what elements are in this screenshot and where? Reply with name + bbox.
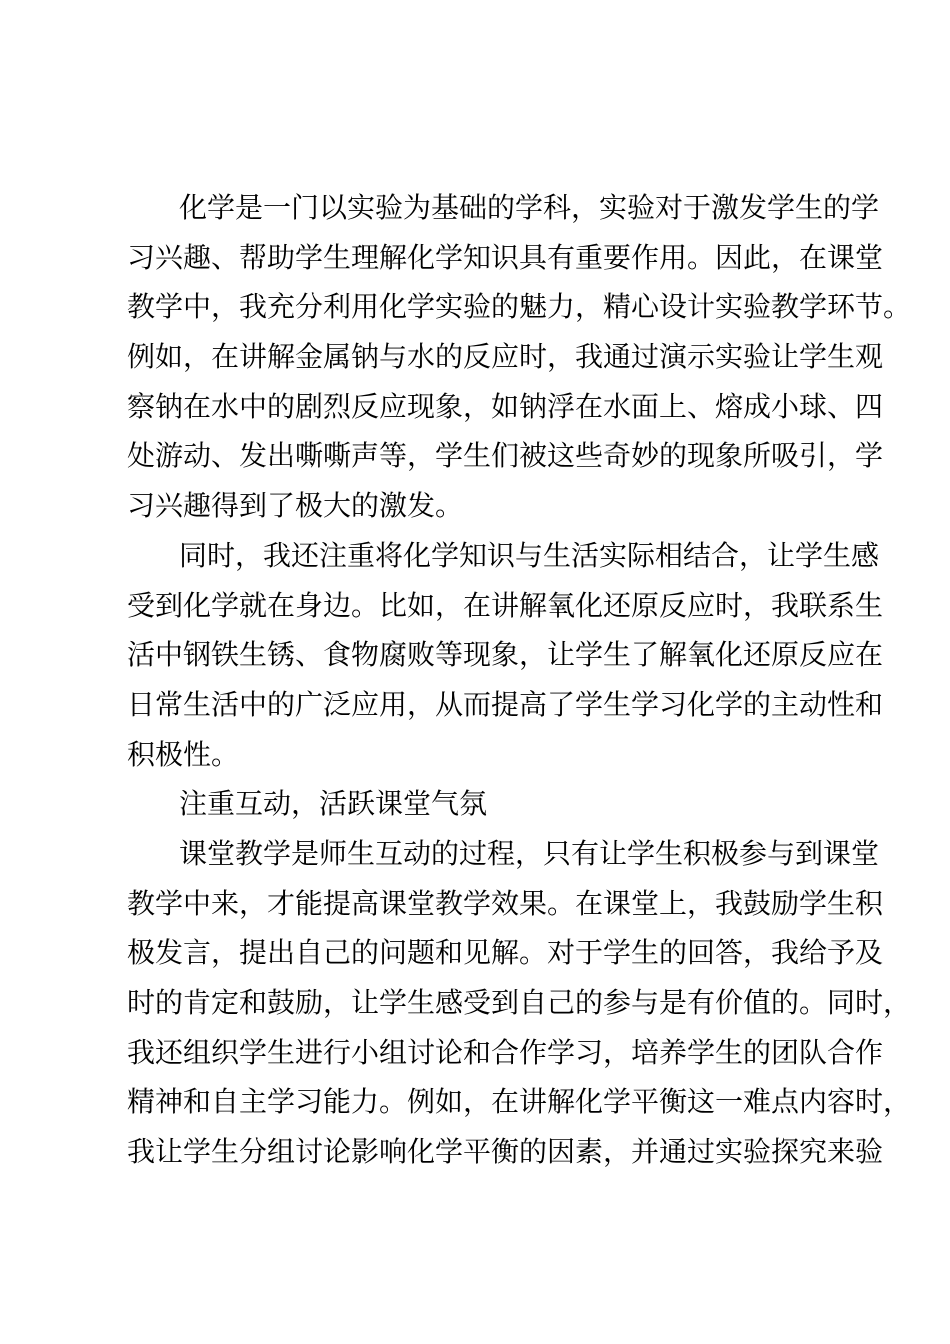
- paragraph-2-line-1: 同时，我还注重将化学知识与生活实际相结合，让学生感: [179, 538, 880, 572]
- section-heading: 注重互动，活跃课堂气氛: [179, 787, 488, 821]
- paragraph-3-line-5: 我还组织学生进行小组讨论和合作学习，培养学生的团队合作: [127, 1035, 884, 1069]
- paragraph-3-line-3: 极发言，提出自己的问题和见解。对于学生的回答，我给予及: [127, 936, 884, 970]
- paragraph-1-line-6: 处游动、发出嘶嘶声等，学生们被这些奇妙的现象所吸引，学: [127, 439, 884, 473]
- paragraph-2-line-2: 受到化学就在身边。比如，在讲解氧化还原反应时，我联系生: [127, 588, 884, 622]
- paragraph-1-line-3: 教学中，我充分利用化学实验的魅力，精心设计实验教学环节。: [127, 290, 912, 324]
- paragraph-3-line-7: 我让学生分组讨论影响化学平衡的因素，并通过实验探究来验: [127, 1135, 884, 1169]
- paragraph-3-line-2: 教学中来，才能提高课堂教学效果。在课堂上，我鼓励学生积: [127, 886, 884, 920]
- paragraph-1-line-7: 习兴趣得到了极大的激发。: [127, 489, 464, 523]
- document-body: [127, 183, 912, 1177]
- paragraph-1-line-1: 化学是一门以实验为基础的学科，实验对于激发学生的学: [179, 191, 880, 224]
- paragraph-2-line-4: 日常生活中的广泛应用，从而提高了学生学习化学的主动性和: [127, 687, 884, 721]
- paragraph-3-line-6: 精神和自主学习能力。例如，在讲解化学平衡这一难点内容时，: [127, 1085, 912, 1119]
- paragraph-2-line-5: 积极性。: [127, 737, 240, 771]
- paragraph-3-line-4: 时的肯定和鼓励，让学生感受到自己的参与是有价值的。同时，: [127, 986, 912, 1019]
- paragraph-1-line-2: 习兴趣、帮助学生理解化学知识具有重要作用。因此，在课堂: [127, 240, 884, 274]
- paragraph-1-line-5: 察钠在水中的剧烈反应现象，如钠浮在水面上、熔成小球、四: [127, 389, 884, 423]
- paragraph-2-line-3: 活中钢铁生锈、食物腐败等现象，让学生了解氧化还原反应在: [127, 638, 884, 672]
- paragraph-3-line-1: 课堂教学是师生互动的过程，只有让学生积极参与到课堂: [179, 836, 880, 870]
- paragraph-1-line-4: 例如，在讲解金属钠与水的反应时，我通过演示实验让学生观: [127, 340, 884, 374]
